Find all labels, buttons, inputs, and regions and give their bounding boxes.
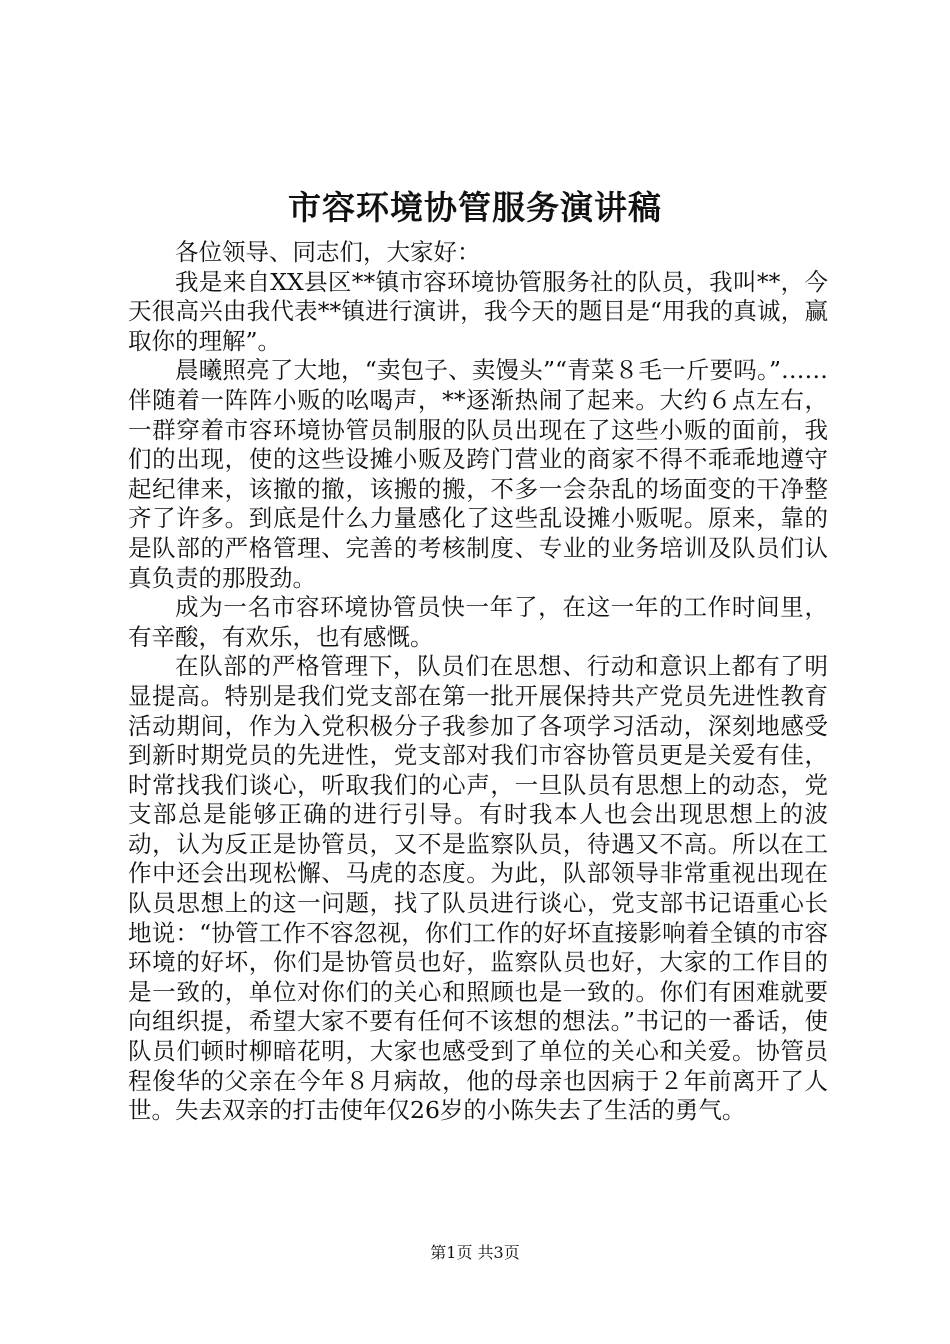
paragraph-morning-scene: 晨曦照亮了大地，“卖包子、卖馒头”“青菜８毛一斤要吗。”……伴随着一阵阵小贩的吆喝声，**逐渐热闹了起来。大约６点左右，一群穿着市容环境协管员制服的队员出现在了这些小贩的面前，我们的出现，使的这些设摊小贩及跨门营业的商家不得不乖乖地遵守起纪律来，该撤的撤，该搬的搬，不多一会杂乱的场面变的干净整齐了许多。到底是什么力量感化了这些乱设摊小贩呢。原来，靠的是队部的严格管理、完善的考核制度、专业的业务培训及队员们认真负责的那股劲。	[128, 356, 828, 592]
page-footer: 第1页 共3页	[430, 1243, 520, 1262]
paragraph-greeting: 各位领导、同志们，大家好：	[175, 238, 481, 266]
paragraph-management: 在队部的严格管理下，队员们在思想、行动和意识上都有了明显提高。特别是我们党支部在第一批开展保持共产党员先进性教育活动期间，作为入党积极分子我参加了各项学习活动，深刻地感受到新时期党员的先进性，党支部对我们市容协管员更是关爱有佳，时常找我们谈心，听取我们的心声，一旦队员有思想上的动态，党支部总是能够正确的进行引导。有时我本人也会出现思想上的波动，认为反正是协管员，又不是监察队员，待遇又不高。所以在工作中还会出现松懈、马虎的态度。为此，队部领导非常重视出现在队员思想上的这一问题，找了队员进行谈心，党支部书记语重心长地说：“协管工作不容忽视，你们工作的好坏直接影响着全镇的市容环境的好坏，你们是协管员也好，监察队员也好，大家的工作目的是一致的，单位对你们的关心和照顾也是一致的。你们有困难就要向组织提，希望大家不要有任何不该想的想法。”书记的一番话，使队员们顿时柳暗花明，大家也感受到了单位的关心和关爱。协管员程俊华的父亲在今年８月病故，他的母亲也因病于２年前离开了人世。失去双亲的打击使年仅26岁的小陈失去了生活的勇气。	[128, 652, 828, 1125]
paragraph-one-year: 成为一名市容环境协管员快一年了，在这一年的工作时间里，有辛酸，有欢乐，也有感慨。	[128, 593, 828, 651]
document-title: 市容环境协管服务演讲稿	[288, 188, 662, 227]
paragraph-introduction: 我是来自XX县区**镇市容环境协管服务社的队员，我叫**，今天很高兴由我代表**镇进行演讲，我今天的题目是“用我的真诚，赢取你的理解”。	[128, 267, 828, 355]
document-body	[128, 238, 828, 1126]
